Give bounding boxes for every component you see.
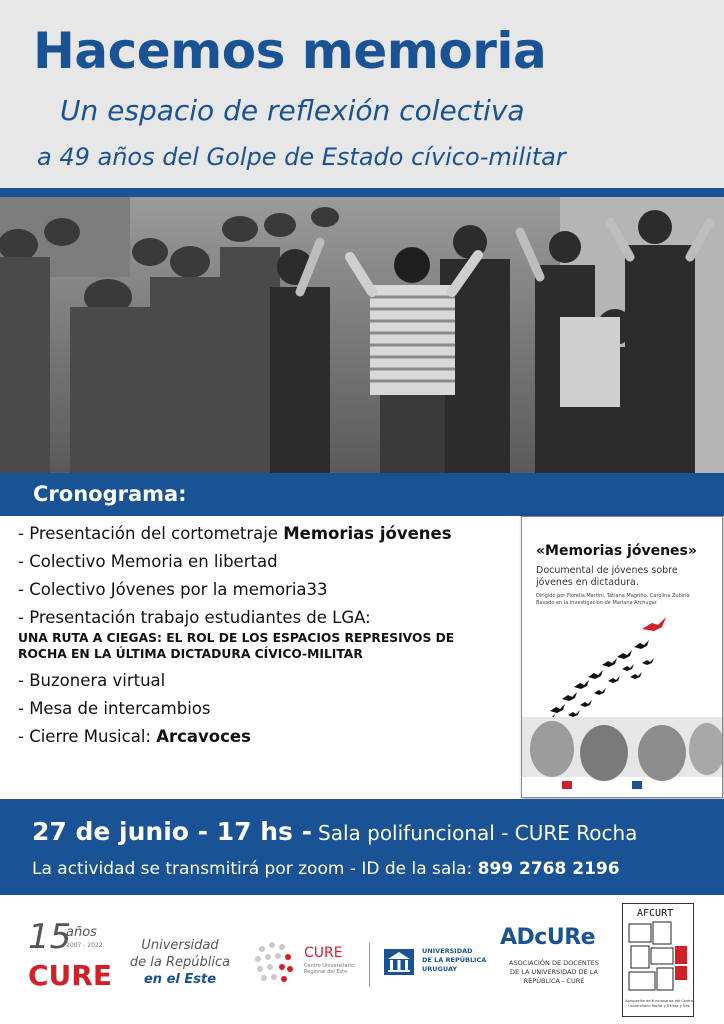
schedule-item-text: - Buzonera virtual	[18, 671, 166, 690]
birds-illustration	[522, 517, 723, 798]
logo-divider	[369, 943, 370, 987]
zoom-text: La actividad se transmitirá por zoom - ID de la sala:	[32, 859, 478, 879]
cover-subtitle: Documental de jóvenes sobre jóvenes en dictadura.	[536, 565, 678, 588]
udelar-este-logo	[120, 937, 240, 988]
schedule-item	[18, 699, 518, 718]
faces-collage-icon	[522, 717, 723, 781]
udelar-text	[422, 947, 486, 974]
afcurt-logo	[622, 903, 694, 1017]
adcure-logo	[494, 925, 614, 995]
udelar-logo	[382, 943, 492, 993]
header-divider	[0, 188, 724, 197]
student-work-title-line-1: UNA RUTA A CIEGAS: EL ROL DE LOS ESPACIOS REPRESIVOS DE	[18, 631, 455, 645]
schedule-item-text: - Cierre Musical:	[18, 727, 157, 746]
udelar-este-line-3: en el Este	[143, 972, 217, 987]
header	[0, 0, 724, 188]
udelar-este-line-1: Universidad	[141, 938, 219, 953]
afcurt-subtitle: Agrupación de Funcionarios del Centro Universitario Rocha y Treinta y Tres	[625, 999, 693, 1008]
schedule-item	[18, 671, 518, 690]
cure15-anos: años	[66, 925, 97, 940]
schedule-item-text: - Presentación trabajo estudiantes de LGA:	[18, 608, 371, 627]
schedule-item-text: - Colectivo Jóvenes por la memoria33	[18, 580, 328, 599]
bird-flock-icon	[540, 640, 654, 723]
udelar-small-logo-icon	[632, 781, 642, 789]
udelar-line-3: URUGUAY	[422, 965, 458, 973]
cure15-word: CURE	[28, 959, 112, 992]
faculty-logo-icon	[562, 781, 572, 789]
cronograma-band	[0, 473, 724, 516]
cronograma-heading: Cronograma:	[33, 482, 187, 506]
event-info-band	[0, 799, 724, 895]
cure-word: CURE	[304, 945, 343, 961]
cover-title: «Memorias jóvenes»	[536, 543, 697, 559]
schedule-item	[18, 727, 518, 746]
poster-title: Hacemos memoria	[33, 22, 547, 80]
event-date-line	[32, 817, 637, 846]
adcure-line-1: ASOCIACIÓN DE DOCENTES	[509, 959, 599, 967]
afcurt-word: AFCURT	[637, 908, 674, 919]
cure-15-years-logo	[22, 917, 112, 997]
documentary-cover	[521, 516, 723, 798]
adcure-subtitle	[494, 959, 614, 986]
schedule-item-highlight: Memorias jóvenes	[283, 524, 452, 543]
adcure-word: ADcURe	[500, 925, 596, 950]
adcure-line-3: REPÚBLICA - CURE	[523, 977, 585, 985]
cover-credits-line-2: Basado en la investigación de Mariana Archugar	[536, 600, 657, 606]
schedule-item	[18, 552, 518, 571]
cure-dots-icon	[252, 939, 302, 989]
cure15-years: 2007 - 2022	[66, 942, 103, 949]
crowd-photo-illustration	[0, 197, 724, 473]
schedule-item-text: - Mesa de intercambios	[18, 699, 211, 718]
cure-logo	[252, 939, 362, 989]
cure-subtitle: Centro Universitario Regional del Este	[304, 963, 355, 975]
udelar-este-line-2: de la República	[129, 955, 231, 970]
event-place: Sala polifuncional - CURE Rocha	[318, 821, 638, 845]
schedule-item-text: - Presentación del cortometraje	[18, 524, 284, 543]
schedule-item	[18, 608, 518, 662]
poster-subtitle-2: a 49 años del Golpe de Estado cívico-militar	[37, 143, 566, 171]
cover-credits-line-1: Dirigido por Fiorella Martini, Tatiana Magriño, Carolina Zubiria	[536, 593, 690, 599]
student-work-title-line-2: ROCHA EN LA ÚLTIMA DICTADURA CÍVICO-MILITAR	[18, 647, 363, 661]
zoom-id: 899 2768 2196	[477, 859, 620, 879]
logos-row	[0, 895, 724, 1024]
adcure-line-2: DE LA UNIVERSIDAD DE LA	[510, 968, 598, 976]
schedule-item-text: - Colectivo Memoria en libertad	[18, 552, 278, 571]
afcurt-blocks-icon	[623, 920, 695, 1000]
udelar-line-2: DE LA REPÚBLICA	[422, 956, 487, 964]
event-date-time: 27 de junio - 17 hs -	[32, 817, 312, 846]
schedule-item	[18, 524, 518, 543]
red-bird-icon	[642, 617, 666, 631]
historical-photo	[0, 197, 724, 473]
schedule-item	[18, 580, 518, 599]
poster-subtitle: Un espacio de reflexión colectiva	[60, 94, 525, 127]
zoom-line	[32, 859, 620, 879]
schedule-item-highlight: Arcavoces	[156, 727, 251, 746]
udelar-line-1: UNIVERSIDAD	[422, 947, 473, 955]
cure15-number: 15	[28, 917, 72, 957]
schedule-list	[18, 524, 518, 755]
udelar-building-icon	[382, 945, 416, 979]
